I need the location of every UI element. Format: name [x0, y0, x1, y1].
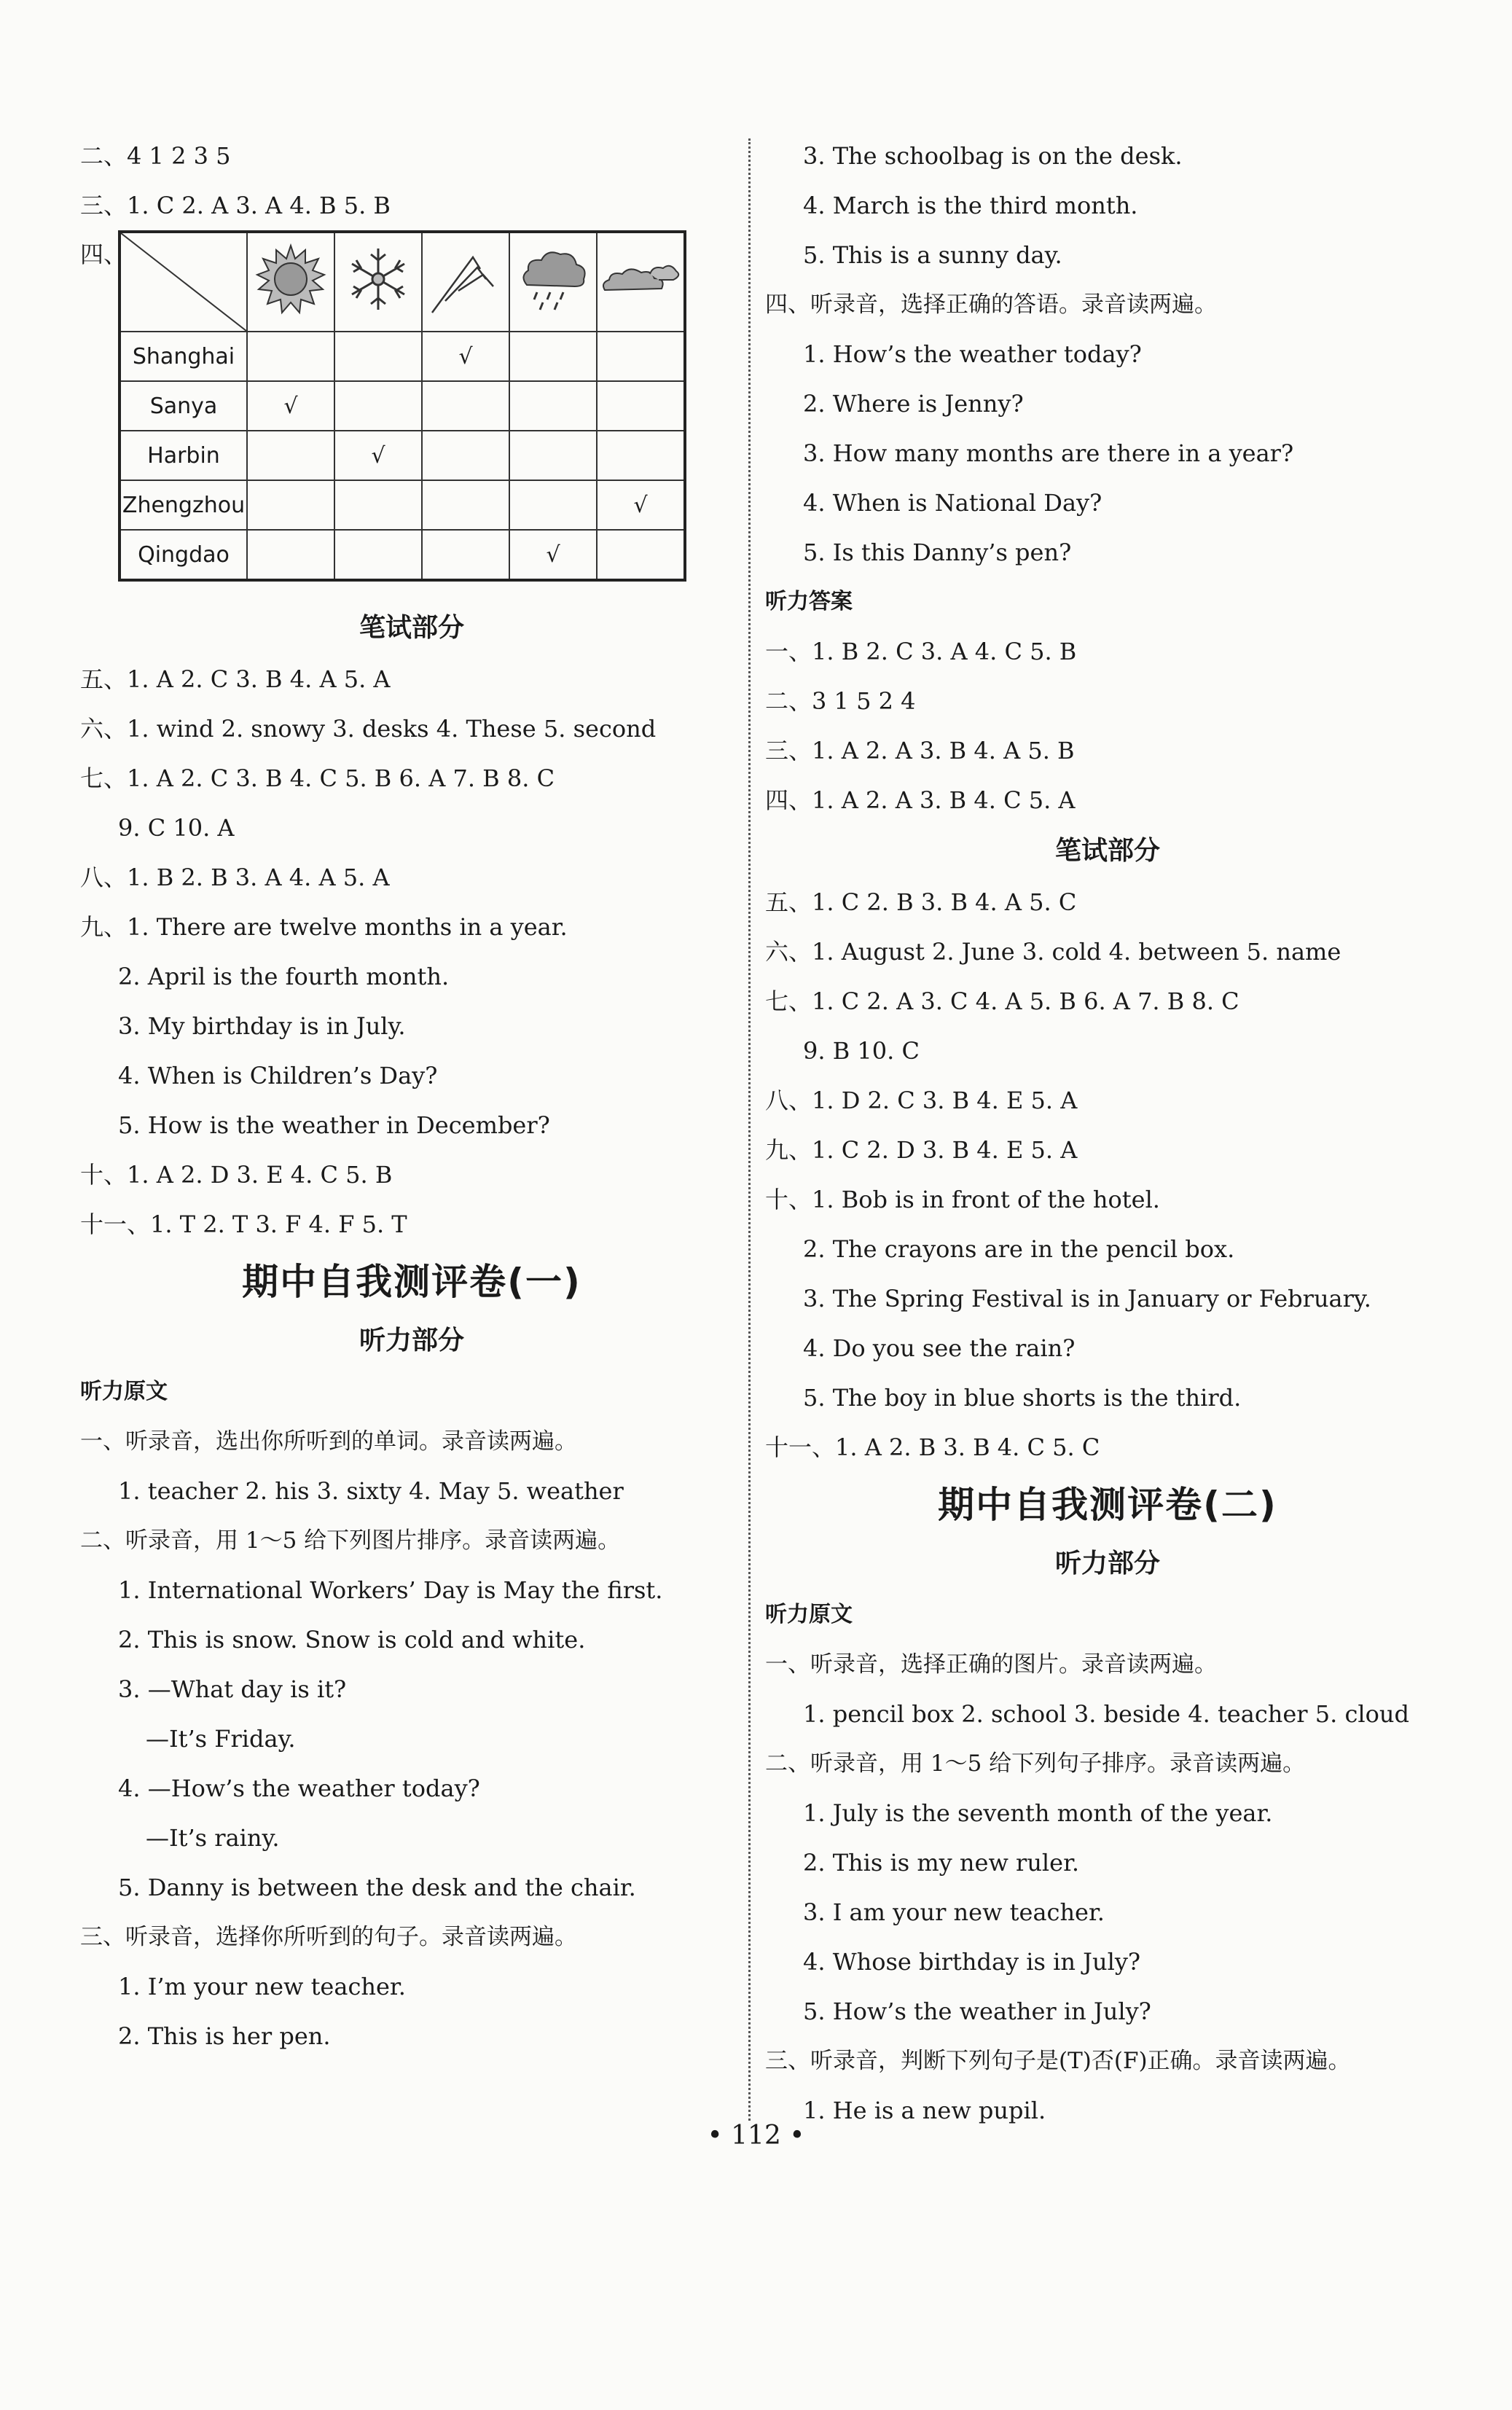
column-divider	[748, 138, 751, 2121]
exam-title: 期中自我测评卷(二)	[938, 1484, 1277, 1526]
table-row	[120, 332, 685, 381]
transcript-line: 1. He is a new pupil.	[803, 2097, 1046, 2124]
transcript-line: 3. How many months are there in a year?	[803, 439, 1294, 467]
section-heading: 笔试部分	[359, 613, 464, 643]
transcript-line: 4. Whose birthday is in July?	[803, 1948, 1141, 1976]
answer-line: 4. Do you see the rain?	[803, 1334, 1076, 1362]
question-instruction: 二、听录音，用 1～5 给下列图片排序。录音读两遍。	[80, 1527, 621, 1554]
answer-line: 十、1. Bob is in front of the hotel.	[765, 1186, 1160, 1213]
answer-line: 2. The crayons are in the pencil box.	[803, 1235, 1235, 1263]
answer-line: 三、1. C 2. A 3. A 4. B 5. B	[80, 192, 391, 219]
answer-line: 5. How is the weather in December?	[118, 1111, 550, 1139]
table-row	[120, 530, 685, 580]
question-instruction: 二、听录音，用 1～5 给下列句子排序。录音读两遍。	[765, 1750, 1306, 1777]
section-heading: 笔试部分	[1054, 836, 1160, 866]
answer-line: 一、1. B 2. C 3. A 4. C 5. B	[765, 638, 1077, 665]
section-heading: 听力部分	[1054, 1549, 1160, 1578]
check-cell	[334, 530, 422, 580]
answer-line: 六、1. August 2. June 3. cold 4. between 5. name	[765, 938, 1341, 966]
answer-line: 九、1. There are twelve months in a year.	[80, 913, 568, 941]
check-cell	[509, 332, 597, 381]
icon-row	[120, 232, 685, 332]
cloudy-icon	[597, 232, 685, 332]
answer-line: 九、1. C 2. D 3. B 4. E 5. A	[765, 1136, 1078, 1164]
question-instruction: 三、听录音，判断下列句子是(T)否(F)正确。录音读两遍。	[765, 2048, 1351, 2074]
city-name: Zhengzhou	[120, 480, 247, 530]
check-cell	[422, 431, 509, 480]
answer-line: 七、1. C 2. A 3. C 4. A 5. B 6. A 7. B 8. C	[765, 987, 1239, 1015]
check-cell: √	[334, 431, 422, 480]
corner-cell	[120, 232, 247, 332]
transcript-line: 1. International Workers’ Day is May the first.	[118, 1576, 663, 1604]
answer-line: 9. B 10. C	[803, 1037, 920, 1065]
check-cell	[422, 480, 509, 530]
section-heading: 听力部分	[359, 1326, 464, 1355]
answer-line: 十一、1. A 2. B 3. B 4. C 5. C	[765, 1433, 1100, 1461]
transcript-line: 2. This is snow. Snow is cold and white.	[118, 1626, 586, 1654]
table-row	[120, 381, 685, 431]
transcript-line: 2. Where is Jenny?	[803, 390, 1024, 418]
answer-line: 五、1. A 2. C 3. B 4. A 5. A	[80, 665, 391, 693]
transcript-line: 1. I’m your new teacher.	[118, 1973, 406, 2000]
check-cell	[334, 381, 422, 431]
transcript-line: 4. March is the third month.	[803, 192, 1138, 219]
transcript-line: 3. —What day is it?	[118, 1675, 347, 1703]
answer-line: 2. April is the fourth month.	[118, 963, 450, 990]
transcript-line: 3. The schoolbag is on the desk.	[803, 142, 1183, 170]
right-column	[765, 131, 1450, 2135]
check-cell	[247, 332, 334, 381]
transcript-line: 1. teacher 2. his 3. sixty 4. May 5. weather	[118, 1477, 624, 1505]
check-cell	[509, 480, 597, 530]
sunny-icon	[247, 232, 334, 332]
transcript-line: 5. Danny is between the desk and the chair.	[118, 1874, 636, 1901]
check-cell	[247, 431, 334, 480]
transcript-line: —It’s rainy.	[146, 1824, 280, 1852]
answer-line: 六、1. wind 2. snowy 3. desks 4. These 5. second	[80, 715, 657, 743]
city-name: Qingdao	[120, 530, 247, 580]
snowy-icon	[334, 232, 422, 332]
transcript-line: 1. How’s the weather today?	[803, 340, 1142, 368]
transcript-line: 1. July is the seventh month of the year.	[803, 1799, 1273, 1827]
check-cell	[597, 332, 685, 381]
answer-line: 5. The boy in blue shorts is the third.	[803, 1384, 1242, 1412]
table-row	[120, 431, 685, 480]
answer-line: 八、1. B 2. B 3. A 4. A 5. A	[80, 864, 390, 891]
answer-line: 五、1. C 2. B 3. B 4. A 5. C	[765, 888, 1077, 916]
left-column	[80, 131, 743, 2061]
answer-line: 十、1. A 2. D 3. E 4. C 5. B	[80, 1161, 393, 1189]
weather-table-block	[80, 230, 743, 602]
answer-line: 9. C 10. A	[118, 814, 235, 842]
answer-line: 八、1. D 2. C 3. B 4. E 5. A	[765, 1087, 1078, 1114]
transcript-line: 5. How’s the weather in July?	[803, 1998, 1151, 2025]
rainy-icon	[509, 232, 597, 332]
check-cell: √	[247, 381, 334, 431]
check-cell: √	[597, 480, 685, 530]
transcript-line: 2. This is my new ruler.	[803, 1849, 1080, 1877]
section-label: 四、	[80, 240, 128, 268]
check-cell	[422, 381, 509, 431]
check-cell	[597, 530, 685, 580]
page-number: • 112 •	[707, 2121, 805, 2151]
transcript-line: 4. —How’s the weather today?	[118, 1775, 480, 1802]
answer-line: 3. The Spring Festival is in January or February.	[803, 1285, 1371, 1312]
transcript-line: 5. Is this Danny’s pen?	[803, 539, 1072, 566]
transcript-line: 3. I am your new teacher.	[803, 1898, 1105, 1926]
answer-line: 四、1. A 2. A 3. B 4. C 5. A	[765, 786, 1076, 814]
check-cell	[247, 530, 334, 580]
sub-heading: 听力原文	[765, 1602, 853, 1627]
check-cell	[247, 480, 334, 530]
check-cell: √	[509, 530, 597, 580]
check-cell	[334, 480, 422, 530]
answer-line: 3. My birthday is in July.	[118, 1012, 406, 1040]
answer-line: 4. When is Children’s Day?	[118, 1062, 438, 1089]
answer-line: 二、4 1 2 3 5	[80, 142, 231, 170]
answer-line: 二、3 1 5 2 4	[765, 687, 916, 715]
check-cell	[597, 381, 685, 431]
transcript-line: 4. When is National Day?	[803, 489, 1102, 517]
transcript-line: 5. This is a sunny day.	[803, 241, 1062, 269]
question-instruction: 三、听录音，选择你所听到的句子。录音读两遍。	[80, 1924, 577, 1950]
question-instruction: 一、听录音，选择正确的图片。录音读两遍。	[765, 1651, 1217, 1678]
answer-line: 七、1. A 2. C 3. B 4. C 5. B 6. A 7. B 8. C	[80, 764, 555, 792]
city-name: Harbin	[120, 431, 247, 480]
check-cell	[509, 381, 597, 431]
check-cell	[509, 431, 597, 480]
check-cell	[422, 530, 509, 580]
question-instruction: 一、听录音，选出你所听到的单词。录音读两遍。	[80, 1428, 577, 1455]
check-cell	[597, 431, 685, 480]
transcript-line: —It’s Friday.	[146, 1725, 296, 1753]
sub-heading: 听力答案	[765, 589, 853, 614]
answer-line: 十一、1. T 2. T 3. F 4. F 5. T	[80, 1210, 407, 1238]
answer-line: 三、1. A 2. A 3. B 4. A 5. B	[765, 737, 1075, 764]
city-name: Shanghai	[120, 332, 247, 381]
sub-heading: 听力原文	[80, 1379, 168, 1404]
weather-table	[118, 230, 686, 582]
transcript-line: 2. This is her pen.	[118, 2022, 331, 2050]
check-cell: √	[422, 332, 509, 381]
city-name: Sanya	[120, 381, 247, 431]
table-row	[120, 480, 685, 530]
windy-icon	[422, 232, 509, 332]
question-instruction: 四、听录音，选择正确的答语。录音读两遍。	[765, 292, 1217, 318]
transcript-line: 1. pencil box 2. school 3. beside 4. teacher 5. cloud	[803, 1700, 1409, 1728]
check-cell	[334, 332, 422, 381]
exam-title: 期中自我测评卷(一)	[242, 1261, 581, 1303]
